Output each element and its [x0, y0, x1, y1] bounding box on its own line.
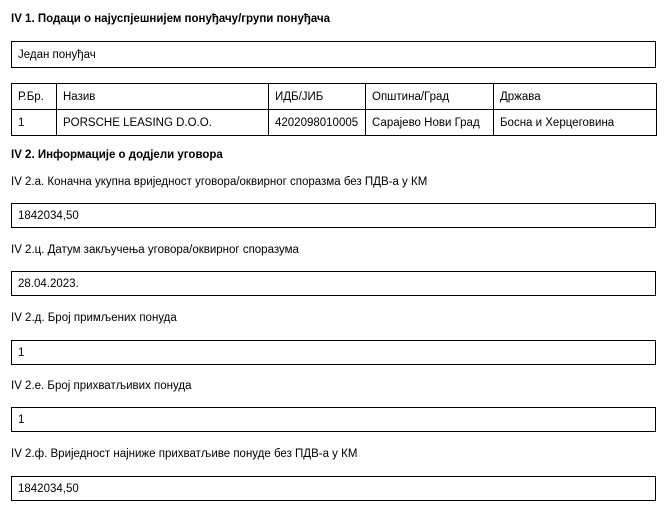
cell-id: 4202098010005	[269, 110, 366, 136]
section-iv2-heading: IV 2. Информације о додјели уговора	[11, 149, 223, 161]
acceptable-bids-field: 1	[11, 407, 656, 432]
received-bids-field: 1	[11, 340, 656, 365]
lowest-bid-field: 1842034,50	[11, 476, 656, 501]
cell-country: Босна и Херцеговина	[494, 110, 657, 136]
table-header-row	[12, 84, 657, 110]
contract-date-label: IV 2.ц. Датум закључења уговора/оквирног споразума	[11, 244, 299, 256]
contract-value-label: IV 2.а. Коначна укупна вриједност уговора/оквирног споразма без ПДВ-а у КМ	[11, 176, 428, 188]
cell-municipality: Сарајево Нови Град	[366, 110, 494, 136]
section-iv1-heading: IV 1. Подаци о најуспјешнијем понуђачу/групи понуђача	[11, 13, 331, 25]
bidders-table	[11, 83, 657, 136]
cell-name: PORSCHE LEASING D.O.O.	[57, 110, 269, 136]
header-cell-rbr: Р.Бр.	[12, 84, 57, 110]
header-cell-name: Назив	[57, 84, 269, 110]
cell-rbr: 1	[12, 110, 57, 136]
lowest-bid-label: IV 2.ф. Вриједност најниже прихватљиве понуде без ПДВ-а у КМ	[11, 448, 358, 460]
bidder-type-field: Један понуђач	[11, 41, 656, 68]
acceptable-bids-label: IV 2.е. Број прихватљивих понуда	[11, 380, 192, 392]
table-row	[12, 110, 657, 136]
header-cell-municipality: Општина/Град	[366, 84, 494, 110]
received-bids-label: IV 2.д. Број примљених понуда	[11, 312, 177, 324]
header-cell-country: Држава	[494, 84, 657, 110]
contract-date-field: 28.04.2023.	[11, 271, 656, 296]
contract-value-field: 1842034,50	[11, 203, 656, 228]
header-cell-id: ИДБ/ЈИБ	[269, 84, 366, 110]
